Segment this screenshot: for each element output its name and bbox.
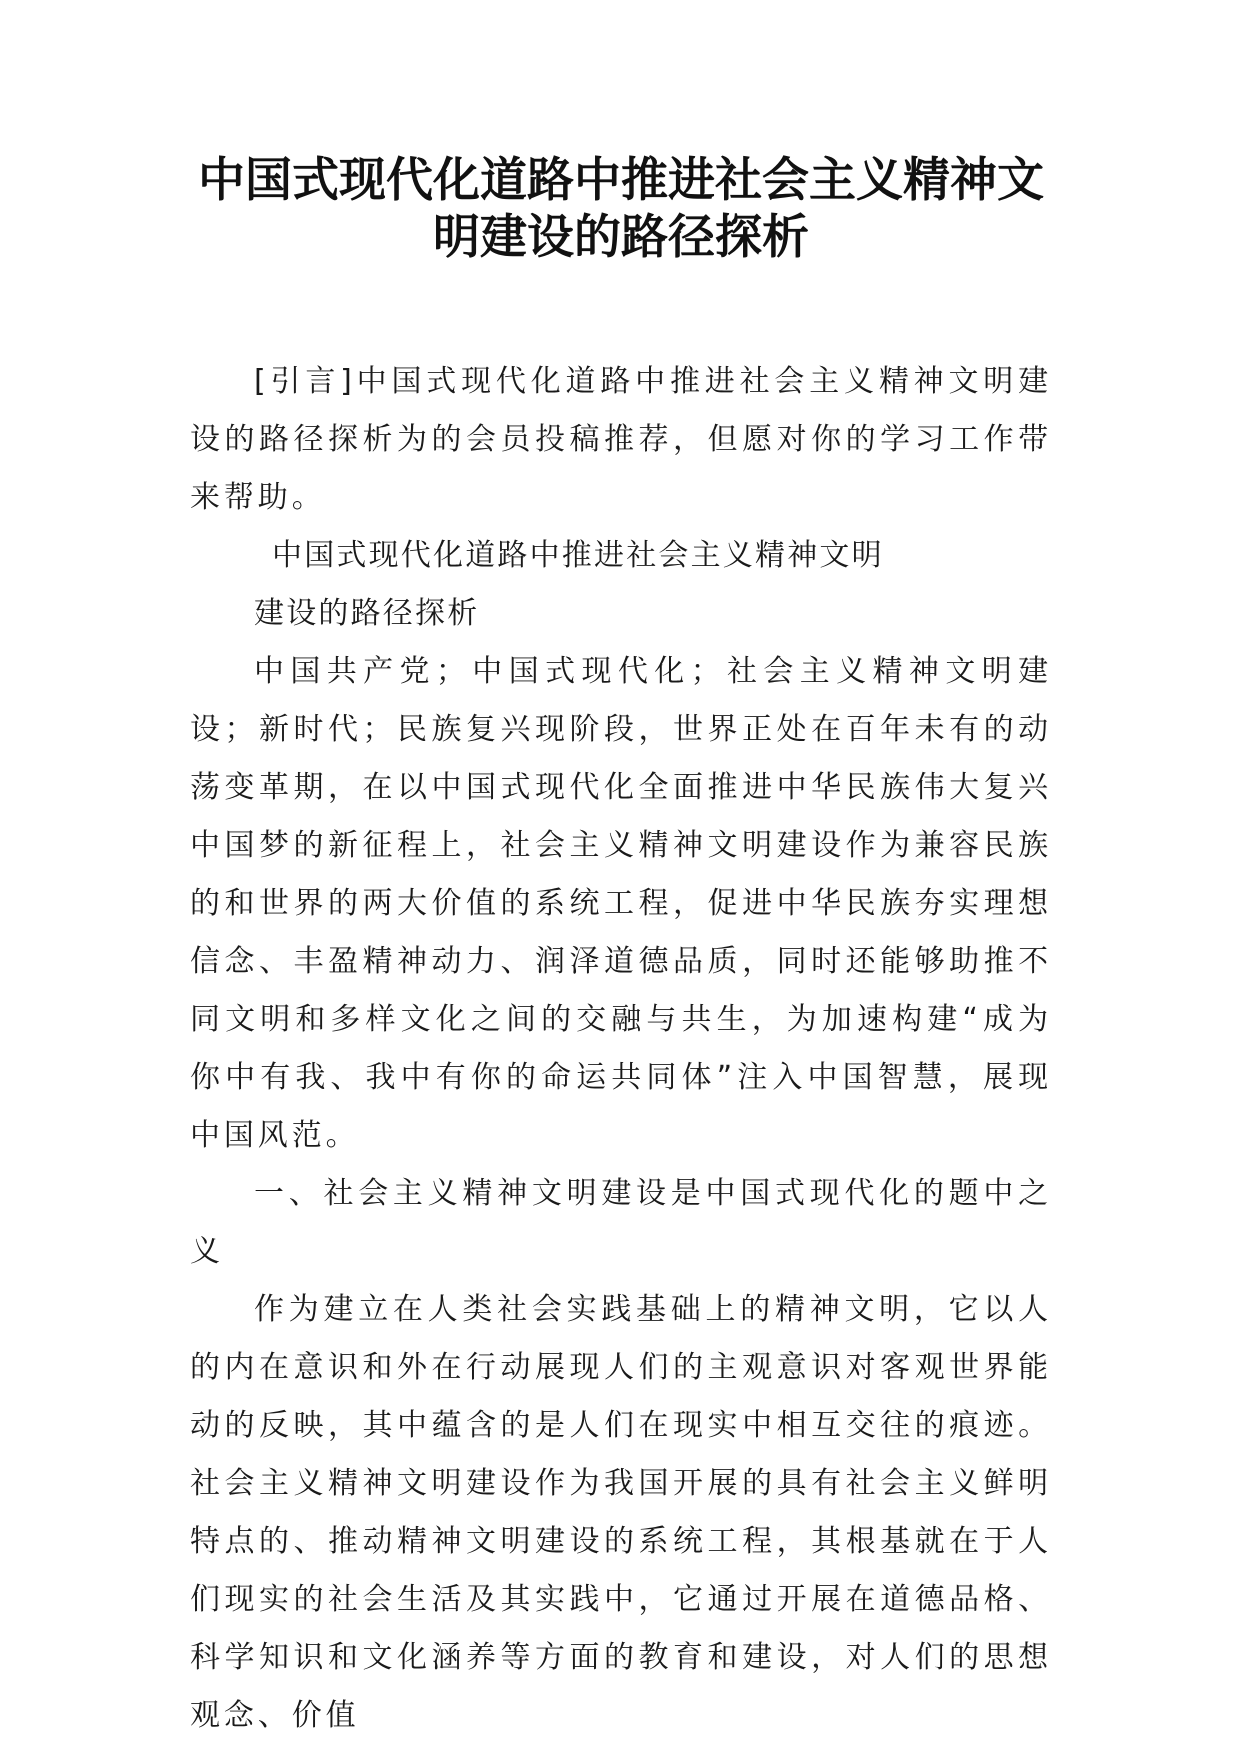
subtitle-line-2: 建设的路径探析 xyxy=(254,596,480,631)
keywords-paragraph: 中国共产党；中国式现代化；社会主义精神文明建设；新时代；民族复兴现阶段，世界正处在百年未有的动荡变革期，在以中国式现代化全面推进中华民族伟大复兴中国梦的新征程上，社会主义精神文明建设作为兼容民族的和世界的两大价值的系统工程，促进中华民族夯实理想信念、丰盈精神动力、润泽道德品质，同时还能够助推不同文明和多样文化之间的交融与共生，为加速构建“成为你中有我、我中有你的命运共同体”注入中国智慧，展现中国风范。 xyxy=(190,654,1052,1153)
body-paragraph: 作为建立在人类社会实践基础上的精神文明，它以人的内在意识和外在行动展现人们的主观意识对客观世界能动的反映，其中蕴含的是人们在现实中相互交往的痕迹。社会主义精神文明建设作为我国开展的具有社会主义鲜明特点的、推动精神文明建设的系统工程，其根基就在于人们现实的社会生活及其实践中，它通过开展在道德品格、科学知识和文化涵养等方面的教育和建设，对人们的思想观念、价值 xyxy=(190,1292,1052,1733)
document-title xyxy=(190,152,1052,266)
title-line-2: 明建设的路径探析 xyxy=(433,210,809,265)
section-heading: 一、社会主义精神文明建设是中国式现代化的题中之义 xyxy=(190,1176,1052,1269)
subtitle-line-1: 中国式现代化道路中推进社会主义精神文明 xyxy=(272,538,884,573)
title-line-1: 中国式现代化道路中推进社会主义精神文 xyxy=(198,153,1044,208)
document-body xyxy=(190,353,1052,1745)
intro-paragraph: [引言]中国式现代化道路中推进社会主义精神文明建设的路径探析为的会员投稿推荐，但愿对你的学习工作带来帮助。 xyxy=(190,364,1052,515)
